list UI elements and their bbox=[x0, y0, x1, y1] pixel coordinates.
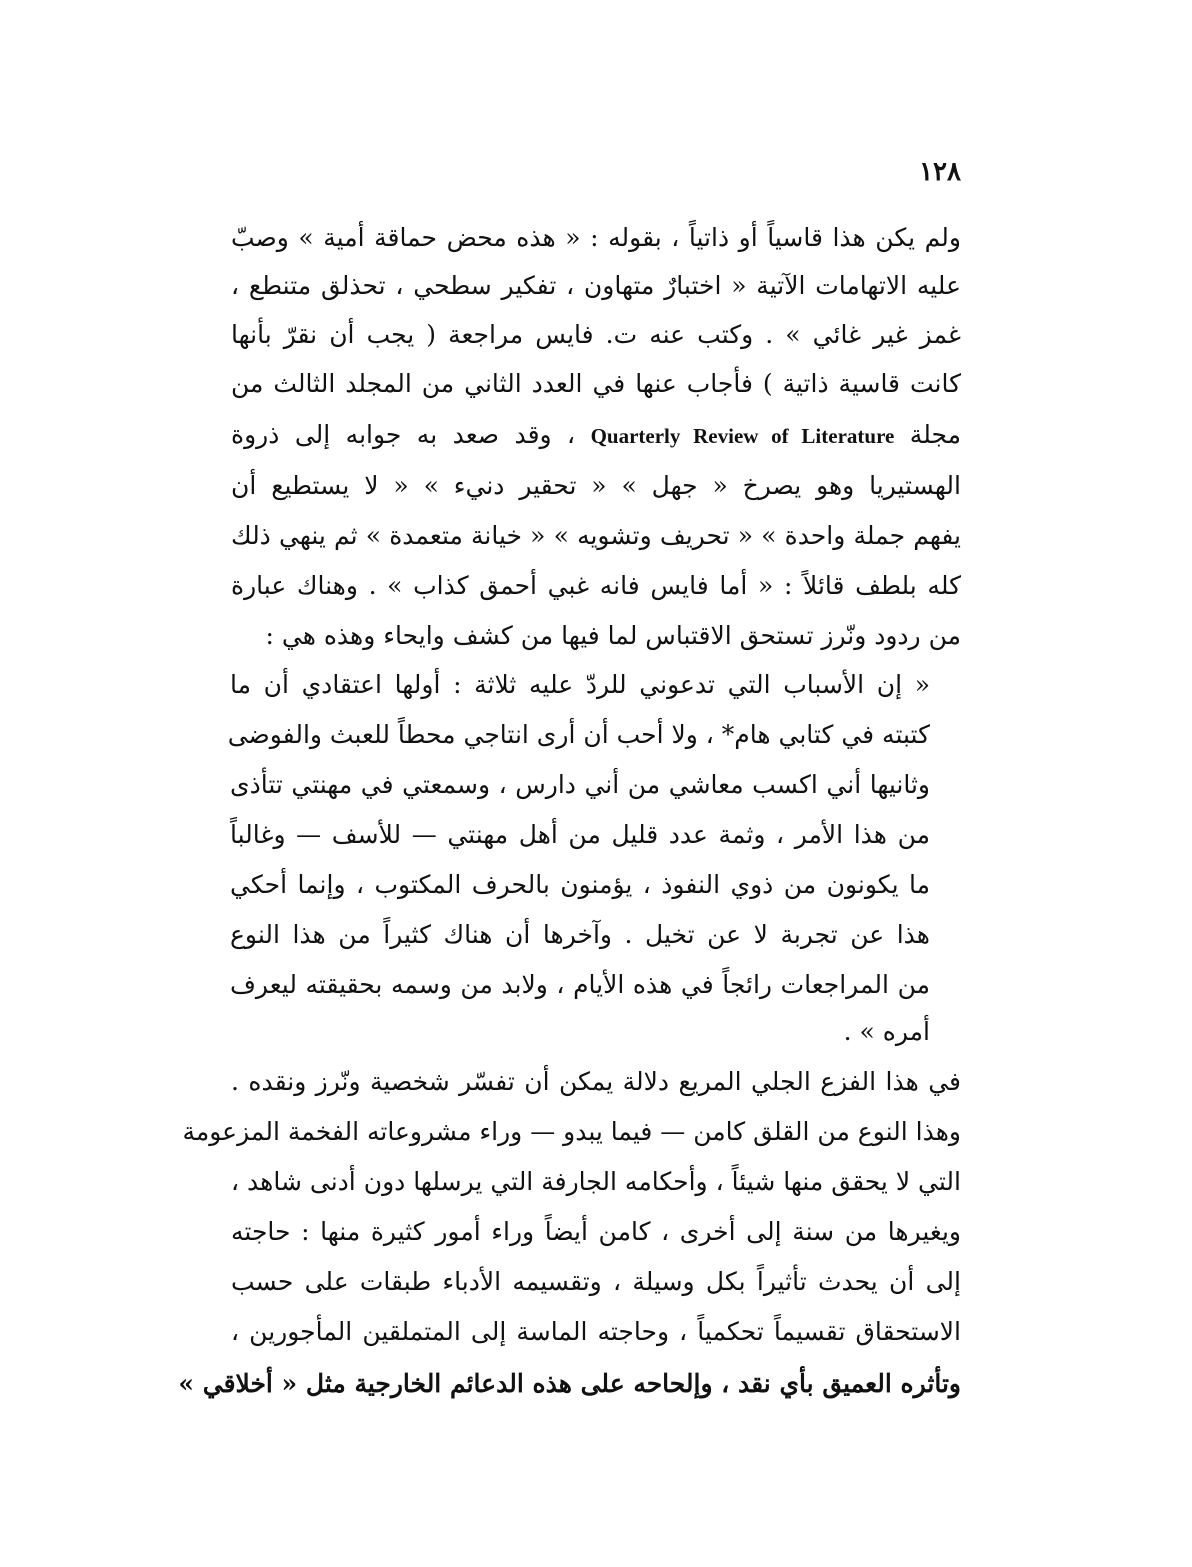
text-line: إلى أن يحدث تأثيراً بكل وسيلة ، وتقسيمه الأدباء طبقات على حسب bbox=[231, 1267, 961, 1296]
quote-line: « إن الأسباب التي تدعوني للردّ عليه ثلاثة : أولها اعتقادي أن ما bbox=[230, 670, 930, 699]
text-line-remainder: ، وقد صعد به جوابه إلى ذروة bbox=[231, 420, 576, 449]
quote-line: كتبته في كتابي هام* ، ولا أحب أن أرى انتاجي محطاً للعبث والفوضى bbox=[227, 720, 930, 749]
page-number: ١٢٨ bbox=[919, 157, 961, 187]
journal-name: Quarterly Review of Literature bbox=[590, 424, 895, 448]
text-line: من ردود ونّرز تستحق الاقتباس لما فيها من كشف وايحاء وهذه هي : bbox=[265, 621, 961, 650]
text-line: وهذا النوع من القلق كامن — فيما يبدو — وراء مشروعاته الفخمة المزعومة bbox=[182, 1117, 961, 1146]
journal-prefix: مجلة bbox=[909, 420, 962, 449]
quote-line: أمره » . bbox=[843, 1017, 930, 1046]
quote-line: هذا عن تجربة لا عن تخيل . وآخرها أن هناك كثيراً من هذا النوع bbox=[230, 920, 930, 949]
text-line: كانت قاسية ذاتية ) فأجاب عنها في العدد الثاني من المجلد الثالث من bbox=[231, 369, 961, 398]
text-line: في هذا الفزع الجلي المريع دلالة يمكن أن تفسّر شخصية ونّرز ونقده . bbox=[231, 1067, 961, 1096]
text-line: وتأثره العميق بأي نقد ، وإلحاحه على هذه الدعائم الخارجية مثل « أخلاقي » bbox=[178, 1369, 961, 1398]
quote-line: من المراجعات رائجاً في هذه الأيام ، ولابد من وسمه بحقيقته ليعرف bbox=[230, 970, 930, 999]
quote-line: ما يكونون من ذوي النفوذ ، يؤمنون بالحرف المكتوب ، وإنما أحكي bbox=[230, 870, 930, 899]
text-line: ولم يكن هذا قاسياً أو ذاتياً ، بقوله : « هذه محض حماقة أمية » وصبّ bbox=[231, 223, 961, 252]
text-line: التي لا يحقق منها شيئاً ، وأحكامه الجارفة التي يرسلها دون أدنى شاهد ، bbox=[231, 1167, 961, 1196]
quote-line: من هذا الأمر ، وثمة عدد قليل من أهل مهنتي — للأسف — وغالباً bbox=[230, 820, 930, 849]
text-line: كله بلطف قائلاً : « أما فايس فانه غبي أحمق كذاب » . وهناك عبارة bbox=[231, 571, 961, 600]
text-line: غمز غير غائي » . وكتب عنه ت. فايس مراجعة ( يجب أن نقرّ بأنها bbox=[231, 320, 961, 349]
text-line-journal bbox=[231, 420, 961, 451]
text-line: الاستحقاق تقسيماً تحكمياً ، وحاجته الماسة إلى المتملقين المأجورين ، bbox=[231, 1317, 961, 1346]
text-line: عليه الاتهامات الآتية « اختبارٌ متهاون ، تفكير سطحي ، تحذلق متنطع ، bbox=[231, 271, 961, 300]
quote-line: وثانيها أني اكسب معاشي من أني دارس ، وسمعتي في مهنتي تتأذى bbox=[230, 770, 930, 799]
text-line: ويغيرها من سنة إلى أخرى ، كامن أيضاً وراء أمور كثيرة منها : حاجته bbox=[231, 1217, 961, 1246]
text-line: يفهم جملة واحدة » « تحريف وتشويه » « خيانة متعمدة » ثم ينهي ذلك bbox=[231, 521, 961, 550]
text-line: الهستيريا وهو يصرخ « جهل » « تحقير دنيء » « لا يستطيع أن bbox=[231, 471, 961, 500]
